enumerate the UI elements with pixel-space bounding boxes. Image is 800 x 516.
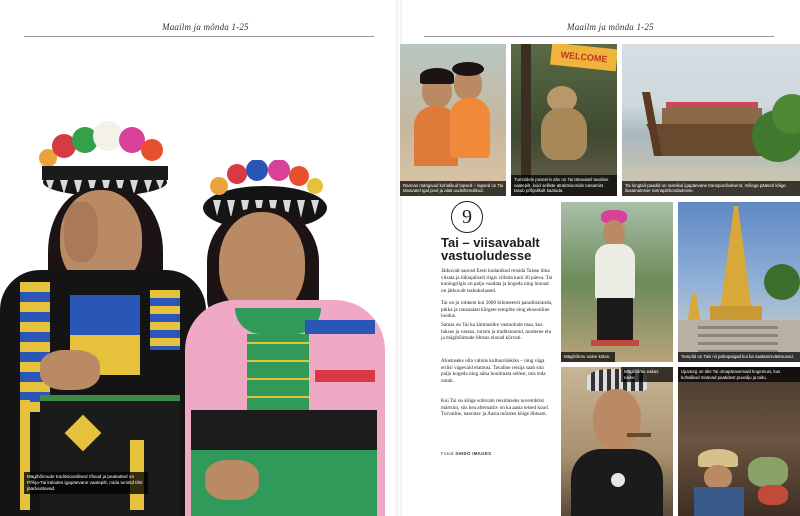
running-head-right: Maailm ja mõnda 1-25 (567, 22, 654, 32)
girl-black-costume (0, 120, 200, 516)
hilltribe-girls-photo (0, 120, 396, 516)
article-paragraph-1: Jätkuvalt saavad Eesti kodanikud reisida Taisse ilma viisata ja lühiajaliselt riigis viibida kuni 30 päeva. Tai kuningriigis on palju vaadata ja kogeda ning hinnad on jätkuvalt taskukohased. (441, 268, 553, 294)
header-rule-left (24, 36, 374, 37)
running-head-left: Maailm ja mõnda 1-25 (162, 22, 249, 32)
article-paragraph-4: Alustuseks olla valmis kultuurišokiks – ning väga erilisi vägevaid elamusi. Tavaline reisija saab siin palju kogeda ning näha hoolimata sellest, mis teda ootab. (441, 358, 546, 384)
golden-temple-photo (678, 202, 800, 362)
hand-left-girl (64, 202, 98, 262)
article-number-badge: 9 (451, 201, 483, 233)
village-woman-caption (561, 352, 615, 362)
children-beach-photo (400, 44, 506, 196)
longtail-boat-photo (622, 44, 800, 196)
elder-caption-text: Mägihõimu eakas naine. (624, 369, 659, 380)
article-paragraph-5: Kui Tai on kõige sobivam reisimiseks novembrist märtsini, siis hea alternatiiv on ka aasta teised kuud. Turvaline, naeratav ja Aasia mõistes kõige lihtsam. (441, 398, 550, 417)
floating-market-photo (678, 367, 800, 516)
market-caption (678, 367, 800, 382)
photo-credit-name: SHIDO IMAGES (455, 451, 492, 456)
children-caption-text: Rannas mängivad kohalikud lapsed – lapsed on Tai tänavatel igal pool ja alati uudishimulikud. (403, 182, 503, 194)
elder-caption (621, 367, 673, 382)
elder-woman-photo (561, 367, 673, 516)
girl-pink-costume (175, 160, 396, 516)
monkey-photo (511, 44, 617, 196)
article-title: Tai – viisavabalt vastuoludesse (441, 235, 540, 263)
photo-credit (441, 451, 491, 456)
monkey-caption (511, 175, 617, 196)
article-paragraph-3: Samas on Tai ka äärmuslike vastuolude maa, kus luksus ja vaesus, turism ja traditsioonid, moderne elu ja mägihõimude lihtsus elavad kõrvuti. (441, 322, 552, 341)
article-paragraph-2: Tai on ju rohkem kui 3000 kilomeetrit paradiisirandu, pikka ja rannaalast kõrgete templite ning eksootiline loodus. (441, 300, 553, 319)
village-woman-photo (561, 202, 673, 362)
photo-credit-label: Fotod (441, 451, 454, 456)
village-woman-caption-text: Mägihõimu naine külas. (564, 354, 611, 360)
welcome-sign: WELCOME (550, 44, 617, 71)
boat-caption (622, 181, 800, 196)
temple-caption (678, 352, 800, 362)
monkey-caption-text: Turistidele poseeriv ahv on Tai tänavatel tavaline vaatepilt, kuid selliste atraktsioonide toetamist tasub põhjalikult kaaluda. (514, 177, 609, 194)
boat-caption-text: Tai longtail-paadid on rannikul igapäevane transpordivahend, millega pääseb kõige ilusamatesse rannapiirkondadesse. (625, 182, 786, 194)
header-rule-right (424, 36, 774, 37)
children-caption (400, 181, 506, 196)
temple-caption-text: Templid on Tais nii pühapaigad kui ka vaatamisväärsused. (681, 354, 794, 360)
left-page (0, 0, 396, 516)
left-photo-caption (24, 472, 148, 494)
left-photo-caption-text: Mägihõimude traditsioonilised rõivad ja peakatted on Põhja-Tai külades igapäevane vaatepilt, mida turistid tihti jäädvustavad. (27, 474, 143, 491)
market-caption-text: Ujuvturg on üks Tai omapärasemaid kogemusi, kus kohalikud müüvad paatidest puuvilju ja toitu. (681, 369, 781, 380)
